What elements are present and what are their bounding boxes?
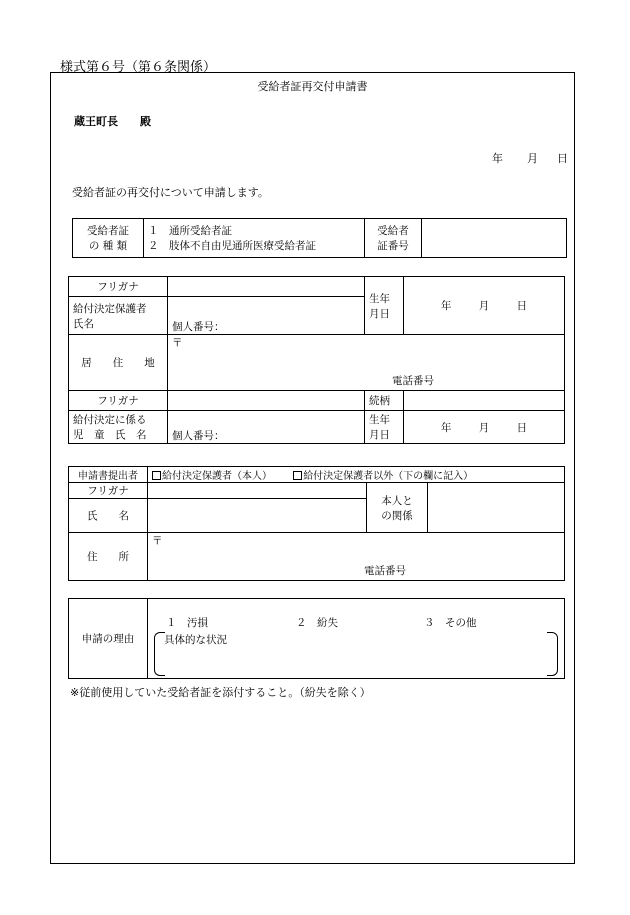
residence-field[interactable] xyxy=(168,335,565,391)
guardian-furigana-field[interactable] xyxy=(168,277,365,297)
relation-field[interactable] xyxy=(404,391,565,411)
form-number-label: 様式第６号（第６条関係） xyxy=(60,60,217,75)
submitter-relation-label-1: 本人と xyxy=(381,494,413,507)
submitter-name-field[interactable] xyxy=(148,499,367,533)
child-dob-field[interactable] xyxy=(404,411,565,444)
footnote: ※従前使用していた受給者証を添付すること。（紛失を除く） xyxy=(70,686,371,699)
type-label-2: の 種 類 xyxy=(88,240,128,252)
child-dob-label-1: 生年 xyxy=(369,414,390,426)
child-name-label-2: 児 童 氏 名 xyxy=(73,429,147,441)
date-day: 日 xyxy=(557,152,568,165)
date-month: 月 xyxy=(527,152,538,165)
cert-number-label-1: 受給者 xyxy=(377,225,409,237)
cert-number-label-2: 証番号 xyxy=(377,240,409,252)
checkbox-icon[interactable] xyxy=(293,471,302,480)
submitter-address-label: 住 所 xyxy=(69,533,148,581)
submitter-postal-mark: 〒 xyxy=(152,535,163,547)
guardian-dob-year: 年 xyxy=(440,300,452,312)
submitter-label: 申請書提出者 xyxy=(69,467,148,483)
type-label-1: 受給者証 xyxy=(87,225,129,237)
submitter-option-self[interactable] xyxy=(152,471,272,482)
child-dob-day: 日 xyxy=(516,421,528,434)
child-name-label-1: 給付決定に係る xyxy=(73,414,147,426)
child-dob-month: 月 xyxy=(478,421,490,434)
date-year: 年 xyxy=(492,152,503,165)
child-personal-number-label: 個人番号： xyxy=(172,430,225,442)
reason-field[interactable] xyxy=(148,599,565,679)
guardian-furigana-label: フリガナ xyxy=(69,277,168,297)
relation-label: 続柄 xyxy=(365,391,404,411)
residence-phone-label: 電話番号 xyxy=(392,375,434,387)
reason-option-soiled[interactable]: １ 汚損 xyxy=(166,617,208,629)
addressee: 蔵王町長 殿 xyxy=(74,115,151,128)
guardian-dob-day: 日 xyxy=(516,300,528,312)
submitter-address-field[interactable] xyxy=(148,533,565,581)
cert-number-field[interactable] xyxy=(422,219,567,258)
form-title: 受給者証再交付申請書 xyxy=(257,80,368,93)
guardian-dob-label-1: 生年 xyxy=(369,292,390,305)
reason-detail-label: 具体的な状況 xyxy=(164,634,227,646)
type-option-1[interactable]: １ 通所受給者証 xyxy=(148,225,232,237)
guardian-name-label-1: 給付決定保護者 xyxy=(73,302,147,315)
child-dob-label-2: 月日 xyxy=(369,429,390,441)
child-furigana-label: フリガナ xyxy=(69,391,168,411)
type-option-2[interactable]: ２ 肢体不自由児通所医療受給者証 xyxy=(148,240,316,252)
submitter-name-label: 氏 名 xyxy=(69,499,148,533)
submitter-furigana-label: フリガナ xyxy=(69,483,148,499)
submitter-relation-field[interactable] xyxy=(428,483,565,533)
child-dob-year: 年 xyxy=(440,421,452,434)
submitter-phone-label: 電話番号 xyxy=(364,565,406,577)
submitter-option-self-label: 給付決定保護者（本人） xyxy=(162,471,272,482)
reason-option-other[interactable]: ３ その他 xyxy=(424,617,477,629)
residence-label: 居 住 地 xyxy=(69,335,168,391)
intro-text: 受給者証の再交付について申請します。 xyxy=(72,186,269,199)
reason-option-lost[interactable]: ２ 紛失 xyxy=(296,617,338,629)
reason-label: 申請の理由 xyxy=(69,599,148,679)
reason-table xyxy=(68,598,565,679)
bracket-right-icon xyxy=(547,632,558,676)
guardian-dob-label-2: 月日 xyxy=(369,307,390,320)
guardian-dob-month: 月 xyxy=(478,300,490,312)
submitter-option-other-label: 給付決定保護者以外（下の欄に記入） xyxy=(303,471,474,482)
checkbox-icon[interactable] xyxy=(152,471,161,480)
child-furigana-field[interactable] xyxy=(168,391,365,411)
guardian-personal-number-label: 個人番号： xyxy=(172,321,225,333)
submitter-relation-label-2: の関係 xyxy=(381,509,413,522)
submitter-option-other[interactable] xyxy=(293,471,473,482)
guardian-table xyxy=(68,276,565,444)
guardian-dob-field[interactable] xyxy=(404,277,565,335)
residence-postal-mark: 〒 xyxy=(172,337,183,349)
certificate-type-table xyxy=(72,218,567,258)
submitter-table xyxy=(68,466,565,581)
submitter-furigana-field[interactable] xyxy=(148,483,367,499)
guardian-name-label-2: 氏名 xyxy=(73,317,94,330)
